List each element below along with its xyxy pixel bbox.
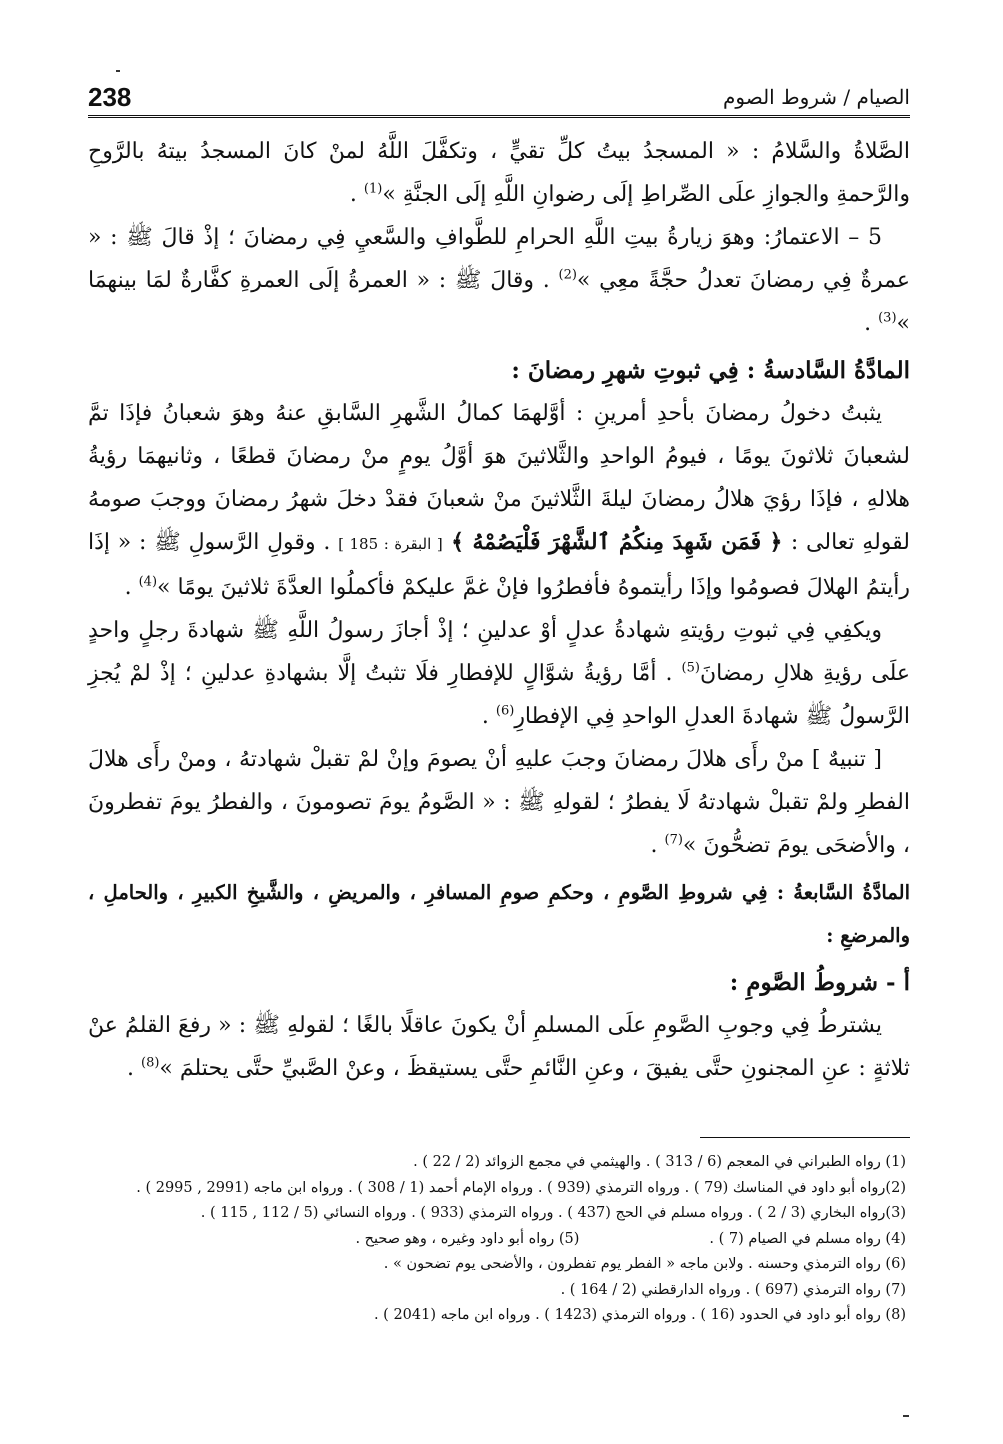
footnote: (4) رواه مسلم في الصيام (7 ) . — [709, 1230, 906, 1247]
footnote: (1) رواه الطبراني في المعجم (6 / 313 ) . والهيثمي في مجمع الزوائد (2 / 22 ) . — [413, 1154, 906, 1170]
footnote-separator — [700, 1137, 910, 1138]
footnote-ref: (6) — [495, 703, 515, 719]
paragraph: الصَّلاةُ والسَّلامُ : « المسجدُ بيتُ كلِّ تقيٍّ ، وتكفَّلَ اللَّهُ لمنْ كانَ المسجدُ بيتهُ بالرَّوحِ والرَّحمةِ والجوازِ علَى الصِّراطِ إلَى رضوانِ اللَّهِ إلَى الجنَّةِ »$^{(1)}$ . — [88, 139, 910, 207]
footnote-ref: (2) — [558, 267, 577, 283]
page-header — [88, 82, 910, 118]
footnote: (5) رواه أبو داود وغيره ، وهو صحيح . — [355, 1230, 580, 1247]
footnote-row — [88, 1227, 906, 1253]
subsection-heading: أ - شروطُ الصَّومِ : — [729, 969, 910, 996]
footnote: (7) رواه الترمذي (697 ) . ورواه الدارقطني (2 / 164 ) . — [560, 1281, 906, 1298]
section-heading: المادَّةُ السَّابعةُ : فِي شروطِ الصَّومِ ، وحكمِ صومِ المسافرِ ، والمريضِ ، والشَّيخِ الكبيرِ ، والحاملِ ، والمرضعِ : — [88, 881, 910, 947]
footnote: (3)رواه البخاري (3 / 2 ) . ورواه مسلم في الحج (437 ) . ورواه الترمذي (933 ) . ورواه النسائي (5 / 112 , 115 ) . — [200, 1205, 906, 1221]
footnote-ref: (7) — [664, 832, 683, 848]
footnote-ref: (8) — [140, 1055, 160, 1071]
footnote-ref: (5) — [681, 660, 700, 676]
footnote-ref: (3) — [878, 310, 897, 326]
running-title: الصيام / شروط الصوم — [713, 82, 910, 112]
footnote-ref: (1) — [363, 181, 383, 197]
page-number: 238 — [88, 82, 132, 112]
paragraph: ويكفِي فِي ثبوتِ رؤيتهِ شهادةُ عدلٍ أوْ عدلينِ ؛ إذْ أجازَ رسولُ اللَّهِ ﷺ شهادةَ رجلٍ واحدٍ علَى رؤيةِ هلالِ رمضانَ$^{(5)}$ . أمَّا رؤيةُ شوَّالٍ للإفطارِ فلَا تثبتُ إلَّا بشهادةِ عدلينِ ؛ إذْ لمْ يُجزِ الرَّسولُ ﷺ شهادةَ العدلِ الواحدِ فِي الإفطارِ$^{(6)}$ . — [88, 618, 910, 729]
section-heading: المادَّةُ السَّادسةُ : فِي ثبوتِ شهرِ رمضانَ : — [511, 357, 910, 384]
quran-verse: ﴿ فَمَن شَهِدَ مِنكُمُ ٱلشَّهْرَ فَلْيَصُمْهُ ﴾ — [442, 529, 791, 555]
footnote-ref: (4) — [138, 574, 158, 590]
footnote: (2)رواه أبو داود في المناسك (79 ) . ورواه الترمذي (939 ) . ورواه الإمام أحمد (1 / 308 ) . ورواه ابن ماجه (2991 , 2995 ) . — [136, 1179, 906, 1196]
paragraph: يشترطُ فِي وجوبِ الصَّومِ علَى المسلمِ أنْ يكونَ عاقلًا بالغًا ؛ لقولهِ ﷺ : « رفعَ القلمُ عنْ ثلاثةٍ : عنِ المجنونِ حتَّى يفيقَ ، وعنِ النَّائمِ حتَّى يستيقظَ ، وعنْ الصَّبيِّ حتَّى يحتلمَ »$^{(8)}$ . — [88, 1013, 910, 1081]
main-text — [88, 130, 910, 1090]
verse-reference: [ البقرة : 185 ] — [338, 535, 443, 553]
scan-mark — [903, 1415, 909, 1417]
footnotes — [88, 1150, 906, 1329]
paragraph: 5 – الاعتمارُ: وهوَ زيارةُ بيتِ اللَّهِ الحرامِ للطَّوافِ والسَّعيِ فِي رمضانَ ؛ إذْ قالَ ﷺ : « عمرةٌ فِي رمضانَ تعدلُ حجَّةً معِي »$^{(2)}$ . وقالَ ﷺ : « العمرةُ إلَى العمرةِ كفَّارةٌ لمَا بينهمَا »$^{(3)}$ . — [88, 225, 910, 336]
paragraph: [ تنبيهٌ ] منْ رأَى هلالَ رمضانَ وجبَ عليهِ أنْ يصومَ وإنْ لمْ تقبلْ شهادتهُ ، ومنْ رأَى هلالَ الفطرِ ولمْ تقبلْ شهادتهُ لَا يفطرُ ؛ لقولهِ ﷺ : « الصَّومُ يومَ تصومونَ ، والفطرُ يومَ تفطرونَ ، والأضحَى يومَ تضحُّونَ »$^{(7)}$ . — [88, 747, 910, 858]
footnote: (6) رواه الترمذي وحسنه . ولابن ماجه « الفطر يوم تفطرون ، والأضحى يوم تضحون » . — [383, 1256, 906, 1272]
footnote: (8) رواه أبو داود في الحدود (16 ) . ورواه الترمذي (1423 ) . ورواه ابن ماجه (2041 ) . — [373, 1307, 906, 1323]
scan-mark — [116, 70, 120, 72]
paragraph: يثبتُ دخولُ رمضانَ بأحدِ أمرينِ : أوَّلهمَا كمالُ الشَّهرِ السَّابقِ عنهُ وهوَ شعبانُ فإذَا تمَّ لشعبانَ ثلاثونَ يومًا ، فيومُ الواحدِ والثَّلاثينَ هوَ أوَّلُ يومٍ منْ رمضانَ قطعًا ، وثانيهمَا رؤيةُ هلالهِ ، فإذَا رؤيَ هلالُ رمضانَ ليلةَ الثَّلاثينَ منْ شعبانَ فقدْ دخلَ شهرُ رمضانَ ووجبَ صومهُ لقولهِ تعالى : ﴿ فَمَن شَهِدَ مِنكُمُ ٱلشَّهْرَ فَلْيَصُمْهُ ﴾ [ البقرة : 185 ] . وقولِ الرَّسولِ ﷺ : « إذَا رأيتمُ الهلالَ فصومُوا وإذَا رأيتموهُ فأفطرُوا فإنْ غمَّ عليكمْ فأكملُوا العدَّةَ ثلاثينَ يومًا »$^{(4)}$ . — [88, 401, 910, 600]
